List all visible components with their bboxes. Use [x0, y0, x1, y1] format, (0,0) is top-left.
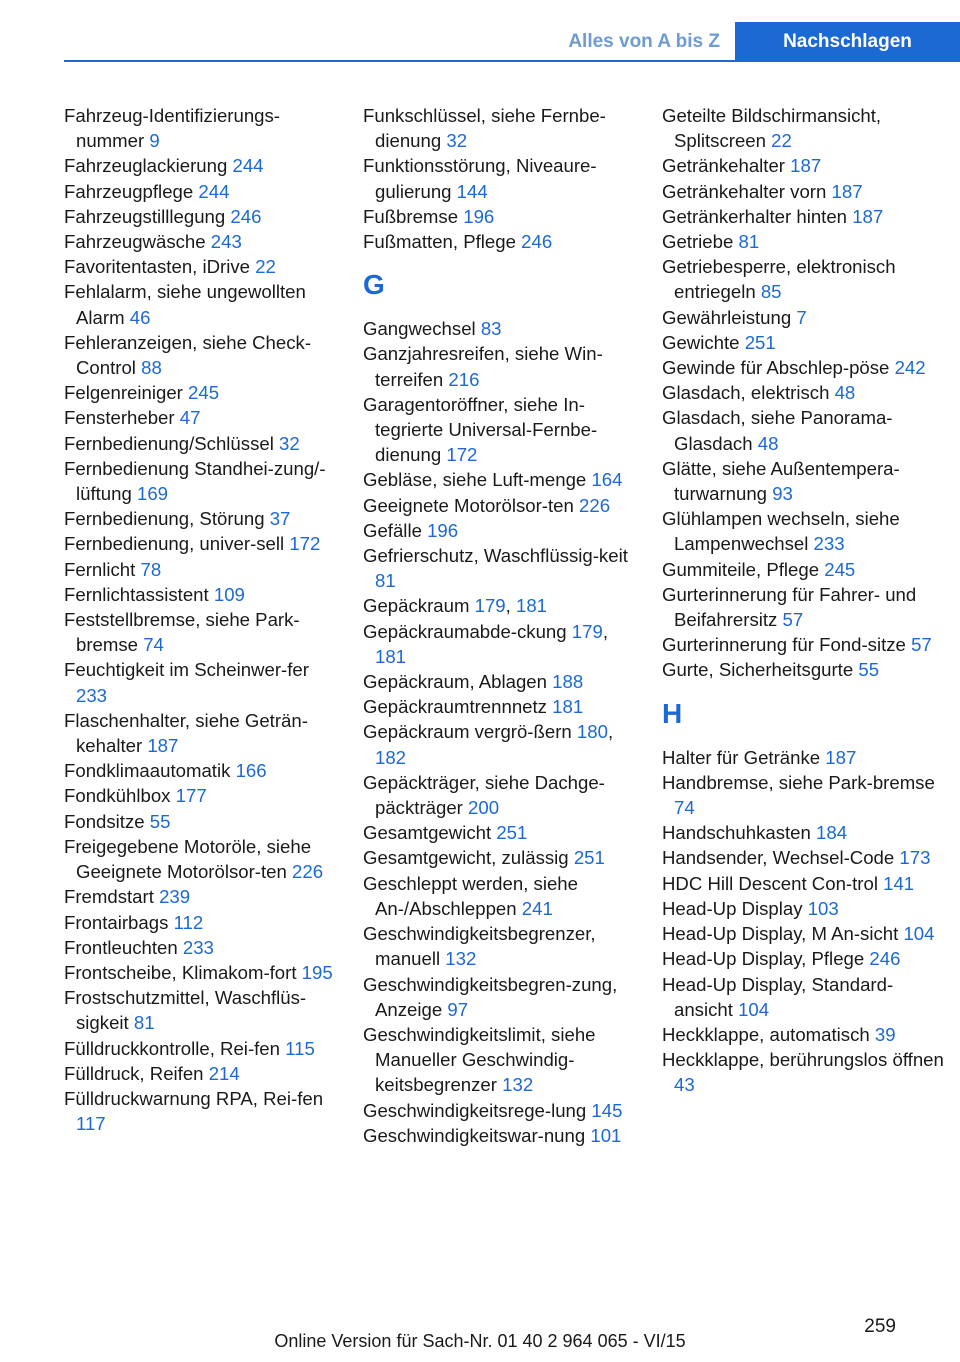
index-term: Frostschutzmittel, Waschflüs-sigkeit: [64, 987, 307, 1034]
index-term: Frontairbags: [64, 911, 169, 933]
index-term: Gebläse, siehe Luft-menge: [363, 469, 587, 491]
page-reference-link[interactable]: 172: [446, 444, 478, 466]
page-reference-link[interactable]: 32: [279, 432, 300, 454]
index-entry: [662, 946, 947, 971]
page-reference-link[interactable]: 251: [744, 331, 776, 353]
page-reference-link[interactable]: 48: [757, 432, 779, 454]
index-term: Heckklappe, automatisch: [662, 1023, 870, 1045]
page-reference-link[interactable]: 115: [285, 1037, 315, 1059]
page-number: 259: [864, 1316, 896, 1337]
footer-text: Online Version für Sach-Nr. 01 40 2 964 065 - VI/15: [274, 1331, 686, 1351]
index-entry: [662, 179, 947, 204]
page-reference-link[interactable]: 187: [831, 180, 863, 202]
index-entry: [64, 531, 339, 556]
index-entry: [363, 694, 638, 719]
page-reference-link[interactable]: 83: [480, 318, 502, 340]
index-term: Head-Up Display, M An-sicht: [662, 923, 899, 945]
index-entry: [662, 1047, 947, 1097]
index-entry: [64, 330, 339, 380]
index-entry: [64, 783, 339, 808]
index-term: Fahrzeuglackierung: [64, 155, 228, 177]
index-term: Geschwindigkeitsbegren-zung, Anzeige: [363, 973, 618, 1020]
page-reference-link[interactable]: 195: [301, 961, 333, 983]
page-reference-link[interactable]: 172: [289, 533, 321, 555]
page-reference-link[interactable]: 187: [825, 746, 857, 768]
index-entry: [662, 330, 947, 355]
page-reference-link[interactable]: 117: [76, 1113, 106, 1135]
index-entry: [64, 1086, 339, 1136]
page-reference-link[interactable]: 182: [375, 746, 407, 768]
index-term: Handschuhkasten: [662, 822, 811, 844]
page-reference-link[interactable]: 81: [133, 1012, 155, 1034]
index-term: Gurterinnerung für Fond-sitze: [662, 634, 906, 656]
index-entry: [662, 972, 947, 1022]
index-entry: [662, 845, 947, 870]
page-reference-link[interactable]: 179: [571, 620, 603, 642]
page-reference-link[interactable]: 187: [852, 205, 884, 227]
index-entry: [363, 392, 638, 468]
index-term: Funktionsstörung, Niveaure-gulierung: [363, 155, 597, 202]
index-entry: Gepäckraum vergrö-ßern 180, 182: [363, 721, 614, 768]
index-term: Garagentoröffner, siehe In-tegrierte Universal-Fernbe-dienung: [363, 393, 598, 466]
page-reference-link[interactable]: 187: [147, 735, 179, 757]
index-term: Geschwindigkeitswar-nung: [363, 1124, 586, 1146]
index-entry: [64, 229, 339, 254]
index-term: Fußmatten, Pflege: [363, 231, 516, 253]
index-term: Glätte, siehe Außentempera-turwarnung: [662, 457, 900, 505]
index-entry: [64, 884, 339, 909]
page-reference-link[interactable]: 144: [456, 180, 488, 202]
index-term: Fehleranzeigen, siehe Check-Control: [64, 331, 312, 379]
index-term: Favoritentasten, iDrive: [64, 256, 251, 278]
index-entry: [363, 972, 638, 1022]
index-term: Glasdach, siehe Panorama-Glasdach: [662, 407, 893, 454]
index-term: Fondklimaautomatik: [64, 760, 231, 782]
index-entry: [363, 103, 638, 153]
page-reference-link[interactable]: 181: [516, 595, 548, 617]
page-reference-link[interactable]: 196: [427, 519, 459, 541]
index-term: Getriebesperre, elektronisch entriegeln: [662, 256, 896, 303]
page-reference-link[interactable]: 226: [579, 494, 611, 516]
index-term: Fernbedienung, Störung: [64, 508, 265, 530]
page-reference-link[interactable]: 57: [911, 634, 932, 656]
index-term: Freigegebene Motoröle, siehe Geeignete Motorölsor-ten: [64, 835, 312, 883]
index-entry: [662, 745, 947, 770]
index-term: Gepäckraum, Ablagen: [363, 671, 547, 693]
page-reference-link[interactable]: 22: [255, 256, 276, 278]
page-reference-link[interactable]: 246: [521, 231, 553, 253]
page-reference-link[interactable]: 32: [446, 130, 468, 152]
index-term: Glasdach, elektrisch: [662, 382, 830, 404]
page-reference-link[interactable]: 78: [140, 558, 162, 580]
index-term: Gepäckraum vergrö-ßern: [363, 721, 572, 743]
index-entry: [363, 467, 638, 492]
index-term: Felgenreiniger: [64, 382, 183, 404]
index-entry: [363, 1022, 638, 1098]
index-term: Getriebe: [662, 231, 734, 253]
index-entry: [662, 506, 947, 556]
index-term: Fülldruckwarnung RPA, Rei-fen: [64, 1087, 324, 1109]
index-term: Halter für Getränke: [662, 746, 821, 768]
index-entry: [64, 153, 339, 178]
index-entry: [662, 896, 947, 921]
page-reference-link[interactable]: 132: [445, 948, 477, 970]
index-term: Head-Up Display: [662, 897, 803, 919]
index-term: Getränkehalter vorn: [662, 180, 827, 202]
index-entry: [64, 204, 339, 229]
section-label: Alles von A bis Z: [568, 31, 720, 52]
page-reference-link[interactable]: 85: [760, 281, 782, 303]
index-term: Gewinde für Abschlep-pöse: [662, 357, 890, 379]
index-term: Head-Up Display, Standard-ansicht: [662, 973, 894, 1020]
page-reference-link[interactable]: 233: [76, 684, 108, 706]
index-entry: [64, 985, 339, 1035]
index-entry: [662, 632, 947, 657]
index-entry: [363, 316, 638, 341]
page-reference-link[interactable]: 187: [790, 155, 822, 177]
index-term: Fernlicht: [64, 558, 136, 580]
page-reference-link[interactable]: 81: [375, 570, 396, 592]
page-reference-link[interactable]: 177: [175, 785, 207, 807]
index-entry: [64, 809, 339, 834]
index-entry: [662, 380, 947, 405]
page-reference-link[interactable]: 104: [738, 998, 770, 1020]
index-term: Fülldruckkontrolle, Rei-fen: [64, 1037, 280, 1059]
index-term: Gangwechsel: [363, 318, 476, 340]
index-entry: [363, 845, 638, 870]
index-entry: [363, 204, 638, 229]
index-term: Heckklappe, berührungslos öffnen: [662, 1049, 944, 1071]
index-entry: [64, 582, 339, 607]
index-entry: [662, 657, 947, 682]
page-reference-link[interactable]: 97: [447, 998, 469, 1020]
page-reference-link[interactable]: 166: [235, 760, 267, 782]
index-column-2: [363, 103, 638, 1148]
page-reference-link[interactable]: 181: [375, 645, 407, 667]
page-reference-link[interactable]: 181: [552, 696, 584, 718]
index-term: Gepäckraumtrennnetz: [363, 696, 547, 718]
index-entry: [64, 708, 339, 758]
index-term: Gummiteile, Pflege: [662, 558, 820, 580]
index-term: Fahrzeugstilllegung: [64, 205, 226, 227]
index-term: Fensterheber: [64, 407, 175, 429]
page-reference-link[interactable]: 196: [463, 205, 495, 227]
index-term: Feuchtigkeit im Scheinwer-fer: [64, 659, 309, 681]
index-term: Fondsitze: [64, 810, 145, 832]
index-term: Handbremse, siehe Park-bremse: [662, 771, 935, 793]
index-term: Ganzjahresreifen, siehe Win-terreifen: [363, 343, 603, 390]
index-entry: [662, 204, 947, 229]
page-reference-link[interactable]: 55: [149, 810, 171, 832]
page-reference-link[interactable]: 169: [137, 483, 169, 505]
index-term: Fondkühlbox: [64, 785, 171, 807]
page-reference-link[interactable]: 244: [232, 155, 264, 177]
index-term: Flaschenhalter, siehe Geträn-kehalter: [64, 709, 308, 757]
index-entry: [363, 871, 638, 921]
index-entry: [64, 405, 339, 430]
index-term: Geschwindigkeitsrege-lung: [363, 1099, 587, 1121]
page-reference-link[interactable]: 47: [179, 407, 201, 429]
index-term: Fehlalarm, siehe ungewollten Alarm: [64, 281, 306, 328]
index-entry: [64, 254, 339, 279]
index-column-1: [64, 103, 339, 1136]
page-header: [0, 0, 960, 62]
index-entry: [64, 758, 339, 783]
page-reference-link[interactable]: 141: [883, 872, 915, 894]
page-reference-link[interactable]: 180: [576, 721, 608, 743]
index-column-3: [662, 103, 947, 1098]
index-entry: [662, 1022, 947, 1047]
index-entry: [64, 657, 339, 707]
index-entry: [64, 935, 339, 960]
index-term: Gesamtgewicht: [363, 822, 492, 844]
index-entry: [64, 910, 339, 935]
index-entry: [64, 557, 339, 582]
index-entry: [363, 229, 638, 254]
page-reference-link[interactable]: 46: [129, 306, 151, 328]
page-reference-link[interactable]: 243: [210, 231, 242, 253]
index-term: Fahrzeug-Identifizierungs-nummer: [64, 105, 280, 152]
index-term: Gurterinnerung für Fahrer- und Beifahrersitz: [662, 583, 917, 631]
page-reference-link[interactable]: 9: [149, 130, 160, 152]
page-reference-link[interactable]: 88: [141, 357, 162, 379]
index-term: Handsender, Wechsel-Code: [662, 847, 895, 869]
page-reference-link[interactable]: 7: [796, 306, 807, 328]
page-reference-link[interactable]: 101: [590, 1124, 622, 1146]
page-reference-link[interactable]: 200: [468, 797, 500, 819]
index-term: Feststellbremse, siehe Park-bremse: [64, 609, 300, 656]
index-term: Fernlichtassistent: [64, 583, 209, 605]
page-reference-link[interactable]: 109: [213, 583, 245, 605]
index-term: Gesamtgewicht, zulässig: [363, 847, 569, 869]
index-letter-heading: H: [662, 697, 683, 729]
index-entry: [662, 770, 947, 820]
page-reference-link[interactable]: 226: [292, 861, 324, 883]
page-reference-link[interactable]: 145: [591, 1099, 623, 1121]
index-term: Fernbedienung/Schlüssel: [64, 432, 274, 454]
page-reference-link[interactable]: 251: [573, 847, 605, 869]
page-reference-link[interactable]: 112: [173, 911, 204, 933]
index-term: Gurte, Sicherheitsgurte: [662, 659, 854, 681]
page-reference-link[interactable]: 241: [521, 897, 553, 919]
index-term: Getränkerhalter hinten: [662, 205, 848, 227]
page-reference-link[interactable]: 188: [552, 671, 584, 693]
index-term: Gewährleistung: [662, 306, 792, 328]
index-entry: [662, 254, 947, 304]
index-term: Gepäckträger, siehe Dachge-päckträger: [363, 771, 605, 819]
index-term: Gepäckraumabde-ckung: [363, 620, 567, 642]
page-reference-link[interactable]: 93: [772, 483, 793, 505]
index-entry: [64, 103, 339, 153]
index-term: Fußbremse: [363, 205, 459, 227]
index-entry: [662, 921, 947, 946]
page-reference-link[interactable]: 184: [816, 822, 848, 844]
index-term: Geschleppt werden, siehe An-/Abschleppen: [363, 872, 578, 919]
page-reference-link[interactable]: 214: [208, 1062, 240, 1084]
page-reference-link[interactable]: 245: [824, 558, 856, 580]
index-term: Gefrierschutz, Waschflüssig-keit: [363, 545, 628, 567]
page-reference-link[interactable]: 164: [591, 469, 623, 491]
index-entry: [64, 607, 339, 657]
index-term: Geteilte Bildschirmansicht, Splitscreen: [662, 105, 882, 152]
index-entry: [64, 506, 339, 531]
index-entry: [363, 493, 638, 518]
page-reference-link[interactable]: 216: [448, 368, 480, 390]
index-entry: [64, 279, 339, 329]
index-term: Getränkehalter: [662, 155, 785, 177]
page-reference-link[interactable]: 246: [869, 948, 901, 970]
page-reference-link[interactable]: 244: [198, 180, 230, 202]
page-reference-link[interactable]: 55: [858, 659, 880, 681]
page-reference-link[interactable]: 39: [874, 1023, 896, 1045]
index-entry: [662, 582, 947, 632]
page-reference-link[interactable]: 104: [903, 923, 935, 945]
index-entry: [363, 820, 638, 845]
index-entry: [64, 1036, 339, 1061]
index-entry: [363, 669, 638, 694]
index-entry: [64, 960, 339, 985]
index-entry: [662, 820, 947, 845]
index-term: Head-Up Display, Pflege: [662, 948, 865, 970]
index-entry: [662, 456, 947, 506]
index-term: Fülldruck, Reifen: [64, 1062, 204, 1084]
index-entry: [662, 153, 947, 178]
index-entry: Gepäckraum 179, 181: [363, 595, 548, 617]
page-reference-link[interactable]: 233: [182, 936, 214, 958]
page-reference-link[interactable]: 233: [813, 533, 845, 555]
index-entry: [662, 103, 947, 153]
chapter-tab: Nachschlagen: [735, 22, 960, 62]
page-reference-link[interactable]: 48: [834, 382, 856, 404]
page-reference-link[interactable]: 37: [269, 508, 291, 530]
page-reference-link[interactable]: 132: [502, 1074, 534, 1096]
index-entry: [64, 1061, 339, 1086]
page-reference-link[interactable]: 242: [894, 357, 926, 379]
page-reference-link[interactable]: 239: [159, 886, 191, 908]
index-term: Fernbedienung Standhei-zung/-lüftung: [64, 457, 326, 505]
index-term: Geeignete Motorölsor-ten: [363, 494, 574, 516]
index-entry: [662, 355, 947, 380]
index-entry: [363, 543, 638, 593]
index-entry: [64, 380, 339, 405]
page-reference-link[interactable]: 57: [782, 609, 804, 631]
index-entry: [662, 229, 947, 254]
page-reference-link[interactable]: 43: [674, 1074, 695, 1096]
index-term: Frontscheibe, Klimakom-fort: [64, 961, 297, 983]
index-entry: [64, 431, 339, 456]
page-reference-link[interactable]: 251: [496, 822, 528, 844]
index-term: Glühlampen wechseln, siehe Lampenwechsel: [662, 508, 900, 555]
index-term: Gefälle: [363, 519, 422, 541]
index-term: Funkschlüssel, siehe Fernbe-dienung: [363, 105, 606, 152]
index-entry: [363, 153, 638, 203]
index-entry: [662, 557, 947, 582]
page-reference-link[interactable]: 246: [230, 205, 262, 227]
index-entry: [363, 770, 638, 820]
page-reference-link[interactable]: 245: [188, 382, 220, 404]
index-entry: [363, 1123, 638, 1148]
page-reference-link[interactable]: 179: [474, 595, 506, 617]
index-term: Fernbedienung, univer-sell: [64, 533, 285, 555]
index-term: Gewichte: [662, 331, 740, 353]
index-term: Geschwindigkeitsbegrenzer, manuell: [363, 923, 596, 970]
index-term: Fahrzeugwäsche: [64, 231, 206, 253]
index-entry: [363, 341, 638, 391]
page-reference-link[interactable]: 103: [807, 897, 839, 919]
index-entry: [64, 179, 339, 204]
index-entry: [64, 456, 339, 506]
page-reference-link[interactable]: 74: [674, 797, 695, 819]
page-reference-link[interactable]: 173: [899, 847, 931, 869]
index-term: HDC Hill Descent Con-trol: [662, 872, 878, 894]
index-letter-heading: G: [363, 269, 385, 301]
index-entry: [363, 921, 638, 971]
index-entry: [662, 305, 947, 330]
index-term: Frontleuchten: [64, 936, 178, 958]
index-entry: [662, 405, 947, 455]
page-reference-link[interactable]: 22: [771, 130, 792, 152]
index-entry: [363, 518, 638, 543]
index-term: Fahrzeugpflege: [64, 180, 194, 202]
index-entry: [662, 871, 947, 896]
index-term: Fremdstart: [64, 886, 154, 908]
index-entry: [64, 834, 339, 884]
index-entry: Gepäckraumabde-ckung 179, 181: [363, 620, 608, 667]
page-reference-link[interactable]: 74: [143, 634, 164, 656]
index-term: Gepäckraum: [363, 595, 470, 617]
index-term: Geschwindigkeitslimit, siehe Manueller Geschwindig-keitsbegrenzer: [363, 1023, 596, 1096]
page-reference-link[interactable]: 81: [738, 231, 760, 253]
index-entry: [363, 1098, 638, 1123]
